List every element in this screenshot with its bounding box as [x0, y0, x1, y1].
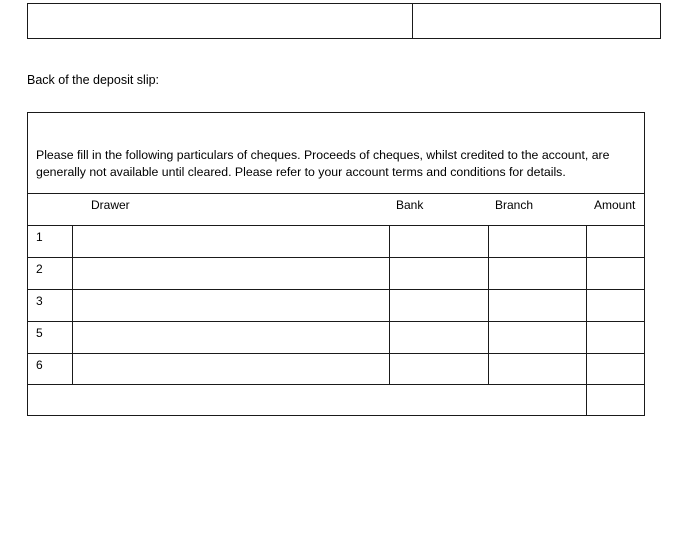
- col-divider: [389, 225, 390, 385]
- header-branch: Branch: [495, 198, 534, 212]
- row-divider: [28, 225, 644, 226]
- cheque-particulars-table: [27, 112, 645, 416]
- row-divider: [28, 353, 644, 354]
- row-divider: [28, 384, 644, 385]
- row-divider: [28, 257, 644, 258]
- row-divider: [28, 289, 644, 290]
- caption: Back of the deposit slip:: [27, 73, 160, 87]
- header-bank: Bank: [396, 198, 424, 212]
- top-field-left[interactable]: [27, 3, 413, 39]
- row-number: 3: [36, 294, 43, 308]
- col-divider: [488, 225, 489, 385]
- header-divider: [28, 193, 644, 194]
- col-divider: [586, 225, 587, 416]
- row-number: 6: [36, 358, 43, 372]
- notice-text: Please fill in the following particulars of cheques. Proceeds of cheques, whilst credited to the account, are generally not available until cleared. Please refer to your account terms and conditions for details.: [36, 148, 610, 179]
- row-number: 5: [36, 326, 43, 340]
- col-divider: [72, 225, 73, 385]
- row-number: 2: [36, 262, 43, 276]
- header-amount: Amount: [594, 198, 636, 212]
- top-field-right[interactable]: [412, 3, 661, 39]
- header-drawer: Drawer: [91, 198, 130, 212]
- row-number: 1: [36, 230, 43, 244]
- row-divider: [28, 321, 644, 322]
